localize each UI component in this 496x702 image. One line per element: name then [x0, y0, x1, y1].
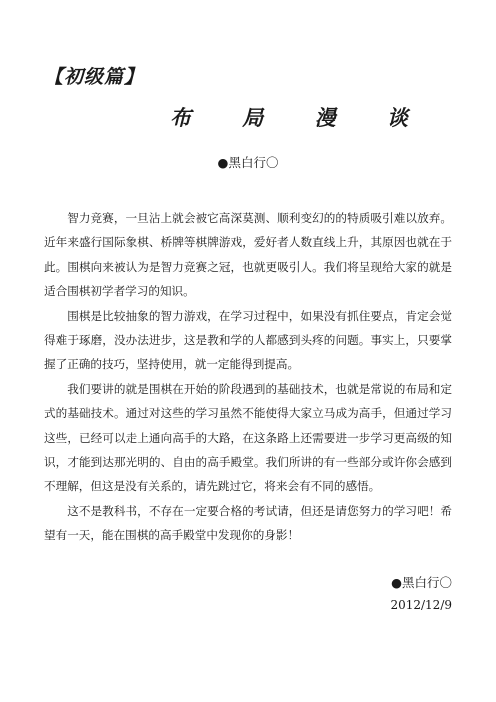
paragraph-abstract-game: 围棋是比较抽象的智力游戏，在学习过程中，如果没有抓住要点，肯定会觉得难于琢磨，没办法进步，这是教和学的人都感到头疼的问题。事实上，只要掌握了正确的技巧，坚持使用，就一定能得到提高。: [44, 308, 452, 372]
author-byline: ●黑白行〇: [217, 155, 279, 170]
body-text: [44, 206, 452, 548]
paragraph-basics: 我们要讲的就是围棋在开始的阶段遇到的基础技术，也就是常说的布局和定式的基础技术。通过对这些的学习虽然不能使得大家立马成为高手，但通过学习这些，已经可以走上通向高手的大路，在这条路上还需要进一步学习更高级的知识，才能到达那光明的、自由的高手殿堂。我们所讲的有一些部分或许你会感到不理解，但这是没有关系的，请先跳过它，将来会有不同的感悟。: [44, 381, 452, 494]
page-title: 布 局 漫 谈: [170, 105, 430, 130]
paragraph-closing: 这不是教科书，不存在一定要合格的考试请，但还是请您努力的学习吧！希望有一天，能在围棋的高手殿堂中发现你的身影！: [44, 503, 452, 543]
section-tag: 【初级篇】: [44, 66, 145, 88]
paragraph-intro: 智力竞赛，一旦沾上就会被它高深莫测、顺利变幻的的特质吸引难以放弃。近年来盛行国际象棋、桥牌等棋牌游戏，爱好者人数直线上升，其原因也就在于此。围棋向来被认为是智力竞赛之冠，也就更吸引人。我们将呈现给大家的就是适合围棋初学者学习的知识。: [44, 211, 452, 299]
signature-date: 2012/12/9: [390, 598, 452, 612]
signature-name: ●黑白行〇: [391, 575, 452, 590]
